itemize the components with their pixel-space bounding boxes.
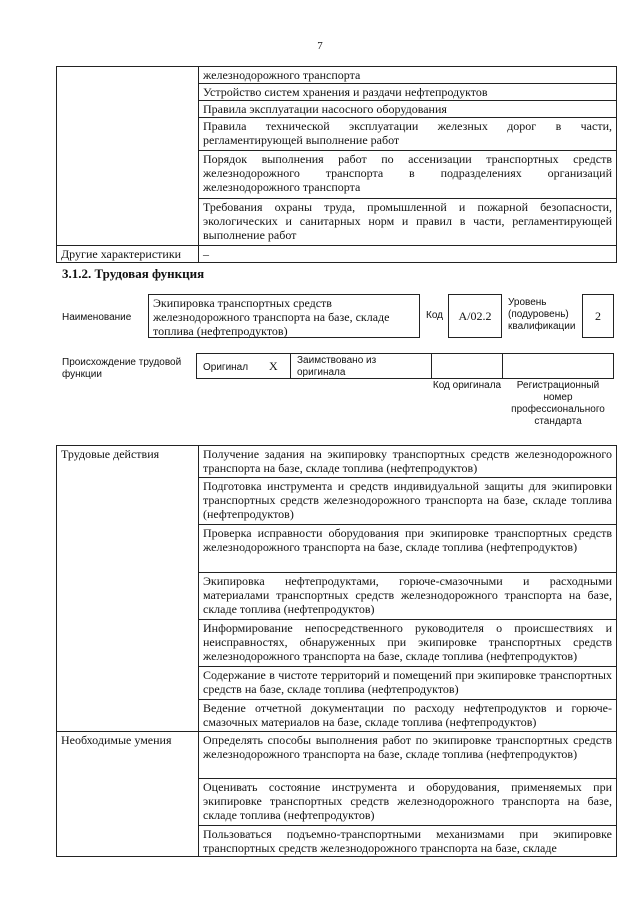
required-skill-item: Оценивать состояние инструмента и оборудования, применяемых при экипировке транспортных средств железнодорожного транспорта на базе, складе топлива (нефтепродуктов): [199, 779, 617, 826]
labor-actions-label: Трудовые действия: [57, 446, 199, 732]
qualification-level-value: 2: [595, 308, 601, 323]
section-heading: 3.1.2. Трудовая функция: [62, 266, 205, 281]
code-label: Код: [426, 310, 444, 321]
origin-reg-number-cell: [502, 353, 614, 379]
required-skills-label: Необходимые умения: [57, 732, 199, 857]
knowledge-label-cell: [57, 67, 199, 246]
knowledge-item: Устройство систем хранения и раздачи нефтепродуктов: [199, 84, 617, 101]
qualification-level-box: [582, 294, 614, 338]
required-skill-item: Пользоваться подъемно-транспортными механизмами при экипировке транспортных средств железнодорожного транспорта на базе, складе: [199, 826, 617, 857]
origin-original-cell: [196, 353, 291, 379]
original-label: Оригинал: [203, 362, 249, 373]
knowledge-item: Требования охраны труда, промышленной и пожарной безопасности, экологических и санитарных норм и правил в части, регламентирующей выполнение работ: [199, 199, 617, 246]
required-skill-item: Определять способы выполнения работ по экипировке транспортных средств железнодорожного транспорта на базе, складе топлива (нефтепродуктов): [199, 732, 617, 779]
labor-action-item: Содержание в чистоте территорий и помещений при экипировке транспортных средств на базе, складе топлива (нефтепродуктов): [199, 667, 617, 700]
labor-action-item: Проверка исправности оборудования при экипировке транспортных средств железнодорожного транспорта на базе, складе топлива (нефтепродуктов): [199, 525, 617, 573]
origin-code-cell: [431, 353, 503, 379]
function-code-value: A/02.2: [458, 308, 492, 323]
original-mark: X: [269, 359, 278, 373]
labor-action-item: Информирование непосредственного руководителя о происшествиях и неисправностях, обнаруженных при экипировке транспортных средств железнодорожного транспорта на базе, складе топлива (нефтепродуктов): [199, 620, 617, 667]
labor-action-item: Получение задания на экипировку транспортных средств железнодорожного транспорта на базе, складе топлива (нефтепродуктов): [199, 446, 617, 478]
borrowed-label: Заимствовано из оригинала: [297, 355, 377, 378]
original-code-caption: Код оригинала: [432, 380, 502, 391]
actions-skills-table: [56, 445, 617, 857]
other-characteristics-value: –: [199, 246, 617, 263]
origin-label: Происхождение трудовой функции: [62, 357, 182, 380]
other-characteristics-label: Другие характеристики: [57, 246, 199, 263]
function-code-box: [448, 294, 502, 338]
knowledge-item: Правила эксплуатации насосного оборудования: [199, 101, 617, 118]
origin-borrowed-cell: [290, 353, 432, 379]
page-number: 7: [317, 40, 323, 52]
knowledge-table: [56, 66, 617, 263]
labor-action-item: Ведение отчетной документации по расходу нефтепродуктов и горюче-смазочных материалов на базе, складе топлива (нефтепродуктов): [199, 700, 617, 732]
knowledge-item: Порядок выполнения работ по ассенизации транспортных средств железнодорожного транспорта в подразделениях организаций железнодорожного транспорта: [199, 151, 617, 199]
knowledge-item: железнодорожного транспорта: [199, 67, 617, 84]
labor-action-item: Экипировка нефтепродуктами, горюче-смазочными и расходными материалами транспортных средств железнодорожного транспорта на базе, складе топлива (нефтепродуктов): [199, 573, 617, 620]
reg-number-caption: Регистрационный номер профессионального стандарта: [511, 380, 605, 427]
function-name-box: Экипировка транспортных средств железнодорожного транспорта на базе, складе топлива (нефтепродуктов): [148, 294, 420, 338]
name-label: Наименование: [62, 312, 132, 323]
knowledge-item: Правила технической эксплуатации железных дорог в части, регламентирующей выполнение работ: [199, 118, 617, 151]
labor-action-item: Подготовка инструмента и средств индивидуальной защиты для экипировки транспортных средств железнодорожного транспорта на базе, складе топлива (нефтепродуктов): [199, 478, 617, 525]
qualification-level-label: Уровень (подуровень) квалификации: [508, 297, 576, 332]
